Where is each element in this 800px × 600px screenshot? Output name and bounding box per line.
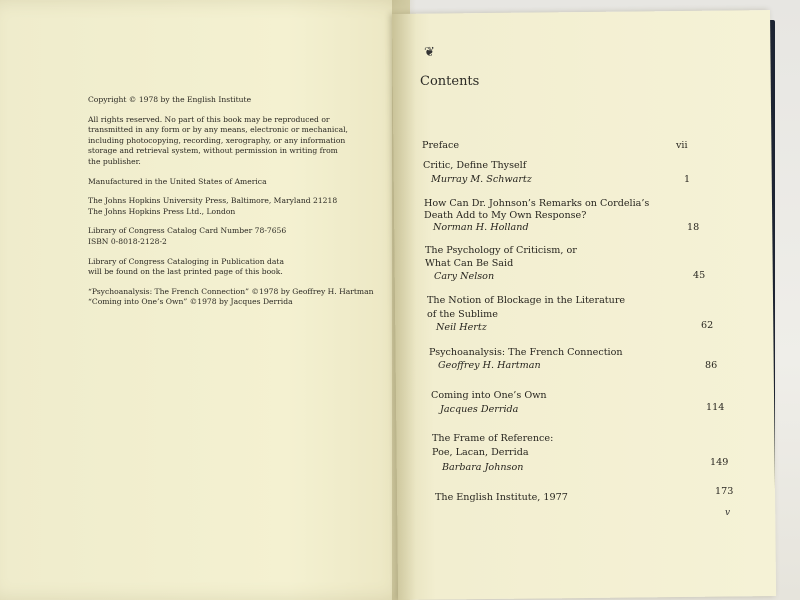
toc-entry-title: Poe, Lacan, Derrida bbox=[432, 447, 529, 458]
cip-line: Library of Congress Cataloging in Publication data bbox=[88, 256, 285, 266]
cip-line: will be found on the last printed page of this book. bbox=[88, 267, 283, 277]
contents-heading: Contents bbox=[420, 74, 480, 89]
toc-entry-title: of the Sublime bbox=[427, 309, 498, 320]
toc-entry-page: 173 bbox=[715, 486, 734, 497]
toc-entry-page: 86 bbox=[705, 360, 718, 371]
toc-entry-title: The Notion of Blockage in the Literature bbox=[427, 295, 626, 306]
toc-entry-title: Coming into One’s Own bbox=[431, 390, 547, 401]
toc-entry-page: 149 bbox=[710, 457, 729, 468]
toc-entry-author: Neil Hertz bbox=[436, 322, 487, 333]
toc-entry-title: The Frame of Reference: bbox=[432, 433, 554, 444]
toc-entry-title: What Can Be Said bbox=[425, 258, 514, 269]
toc-entry-author: Geoffrey H. Hartman bbox=[438, 360, 541, 371]
toc-entry-author: Norman H. Holland bbox=[433, 222, 529, 233]
toc-entry-author: Jacques Derrida bbox=[440, 404, 519, 415]
toc-entry-title: Preface bbox=[422, 140, 460, 151]
toc-entry-page: 18 bbox=[687, 222, 700, 233]
rights-line: transmitted in any form or by any means, electronic or mechanical, bbox=[88, 125, 348, 135]
essay-copyright-line: “Coming into One’s Own” ©1978 by Jacques Derrida bbox=[88, 297, 293, 307]
manufactured-line: Manufactured in the United States of America bbox=[88, 176, 267, 186]
toc-entry-page: vii bbox=[676, 140, 688, 151]
toc-entry-title: The Psychology of Criticism, or bbox=[425, 245, 577, 256]
toc-entry-page: 1 bbox=[684, 174, 691, 185]
rights-line: the publisher. bbox=[88, 156, 141, 166]
rights-line: storage and retrieval system, without permission in writing from bbox=[88, 146, 338, 156]
page-folio: v bbox=[725, 508, 731, 518]
essay-copyright-line: “Psychoanalysis: The French Connection” ©1978 by Geoffrey H. Hartman bbox=[88, 286, 374, 296]
isbn-line: ISBN 0-8018-2128-2 bbox=[88, 236, 167, 246]
rights-line: including photocopying, recording, xerography, or any information bbox=[88, 135, 346, 145]
toc-entry-title: Psychoanalysis: The French Connection bbox=[429, 347, 623, 358]
toc-entry-author: Barbara Johnson bbox=[442, 462, 524, 473]
publisher-line: The Johns Hopkins University Press, Baltimore, Maryland 21218 bbox=[88, 196, 338, 206]
toc-entry-title: Critic, Define Thyself bbox=[423, 160, 527, 171]
ornament-icon: ❦ bbox=[424, 45, 435, 60]
rights-line: All rights reserved. No part of this book may be reproduced or bbox=[88, 114, 330, 124]
publisher-line: The Johns Hopkins Press Ltd., London bbox=[88, 206, 236, 216]
catalog-card-line: Library of Congress Catalog Card Number 78-7656 bbox=[88, 226, 287, 236]
toc-entry-page: 62 bbox=[701, 320, 714, 331]
toc-entry-author: Cary Nelson bbox=[434, 271, 495, 282]
toc-entry-title: Death Add to My Own Response? bbox=[424, 210, 587, 221]
toc-entry-title: The English Institute, 1977 bbox=[435, 492, 568, 503]
toc-entry-title: How Can Dr. Johnson’s Remarks on Cordelia’s bbox=[424, 198, 650, 209]
toc-entry-page: 45 bbox=[693, 270, 706, 281]
toc-entry-page: 114 bbox=[706, 402, 725, 413]
copyright-line: Copyright © 1978 by the English Institute bbox=[88, 95, 252, 104]
toc-entry-author: Murray M. Schwartz bbox=[431, 174, 532, 185]
